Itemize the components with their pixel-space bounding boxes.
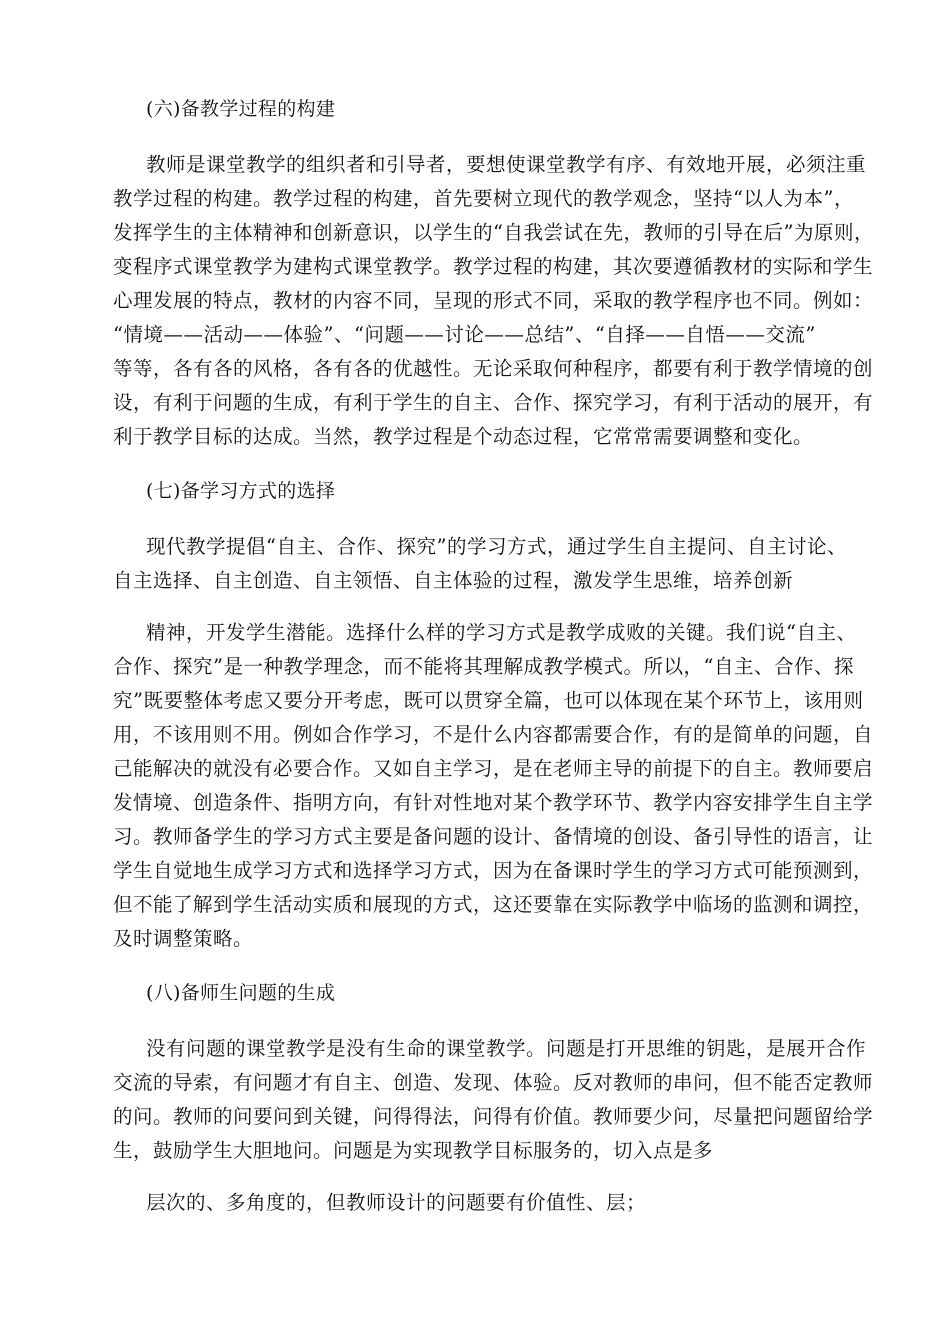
text-line: 现代教学提倡“自主、合作、探究”的学习方式，通过学生自主提问、自主讨论、 (146, 535, 847, 558)
text-line: “情境——活动——体验”、“问题——讨论——总结”、“自择——自悟——交流” (113, 323, 816, 346)
text-line: 的问。教师的问要问到关键，问得得法，问得有价值。教师要少问，尽量把问题留给学 (113, 1105, 874, 1128)
text-line: 教师是课堂教学的组织者和引导者，要想使课堂教学有序、有效地开展，必须注重 (146, 153, 867, 176)
text-line: 利于教学目标的达成。当然，教学过程是个动态过程，它常常需要调整和变化。 (113, 425, 814, 448)
text-line: 发情境、创造条件、指明方向，有针对性地对某个教学环节、教学内容安排学生自主学 (113, 791, 874, 814)
text-line: 心理发展的特点，教材的内容不同，呈现的形式不同，采取的教学程序也不同。例如： (113, 289, 874, 312)
section-heading-6: (六)备教学过程的构建 (146, 98, 336, 120)
document-page (113, 92, 874, 1220)
text-line: 发挥学生的主体精神和创新意识，以学生的“自我尝试在先，教师的引导在后”为原则， (113, 221, 874, 244)
text-line: 但不能了解到学生活动实质和展现的方式，这还要靠在实际教学中临场的监测和调控， (113, 893, 874, 916)
text-line: 究”既要整体考虑又要分开考虑，既可以贯穿全篇，也可以体现在某个环节上，该用则 (113, 689, 864, 712)
text-line: 等等，各有各的风格，各有各的优越性。无论采取何种程序，都要有利于教学情境的创 (113, 357, 874, 380)
text-line: 精神，开发学生潜能。选择什么样的学习方式是教学成败的关键。我们说“自主、 (146, 621, 857, 644)
paragraph-question-generation (113, 1032, 874, 1168)
paragraph-teaching-process (113, 148, 874, 454)
paragraph-question-generation-cont (113, 1186, 843, 1220)
text-line: 生，鼓励学生大胆地问。问题是为实现教学目标服务的，切入点是多 (113, 1139, 714, 1162)
section-heading-7: (七)备学习方式的选择 (146, 480, 336, 502)
text-line: 教学过程的构建。教学过程的构建，首先要树立现代的教学观念，坚持“以人为本”， (113, 187, 854, 210)
text-line: 及时调整策略。 (113, 927, 254, 950)
section-heading-8: (八)备师生问题的生成 (146, 982, 336, 1004)
paragraph-learning-modes-intro (113, 530, 847, 598)
text-line: 没有问题的课堂教学是没有生命的课堂教学。问题是打开思维的钥匙，是展开合作 (146, 1037, 867, 1060)
text-line: 习。教师备学生的学习方式主要是备问题的设计、备情境的创设、备引导性的语言，让 (113, 825, 874, 848)
text-line: 交流的导索，有问题才有自主、创造、发现、体验。反对教师的串问，但不能否定教师 (113, 1071, 874, 1094)
text-line: 学生自觉地生成学习方式和选择学习方式，因为在备课时学生的学习方式可能预测到， (113, 859, 874, 882)
text-line: 自主选择、自主创造、自主领悟、自主体验的过程，激发学生思维，培养创新 (113, 569, 794, 592)
paragraph-learning-modes-body (113, 616, 874, 956)
text-line: 己能解决的就没有必要合作。又如自主学习，是在老师主导的前提下的自主。教师要启 (113, 757, 874, 780)
text-line: 变程序式课堂教学为建构式课堂教学。教学过程的构建，其次要遵循教材的实际和学生 (113, 255, 874, 278)
text-line: 合作、探究”是一种教学理念，而不能将其理解成教学模式。所以，“自主、合作、探 (113, 655, 854, 678)
text-line: 设，有利于问题的生成，有利于学生的自主、合作、探究学习，有利于活动的展开，有 (113, 391, 874, 414)
text-line: 层次的、多角度的，但教师设计的问题要有价值性、层； (146, 1191, 647, 1214)
text-line: 用，不该用则不用。例如合作学习，不是什么内容都需要合作，有的是简单的问题，自 (113, 723, 874, 746)
